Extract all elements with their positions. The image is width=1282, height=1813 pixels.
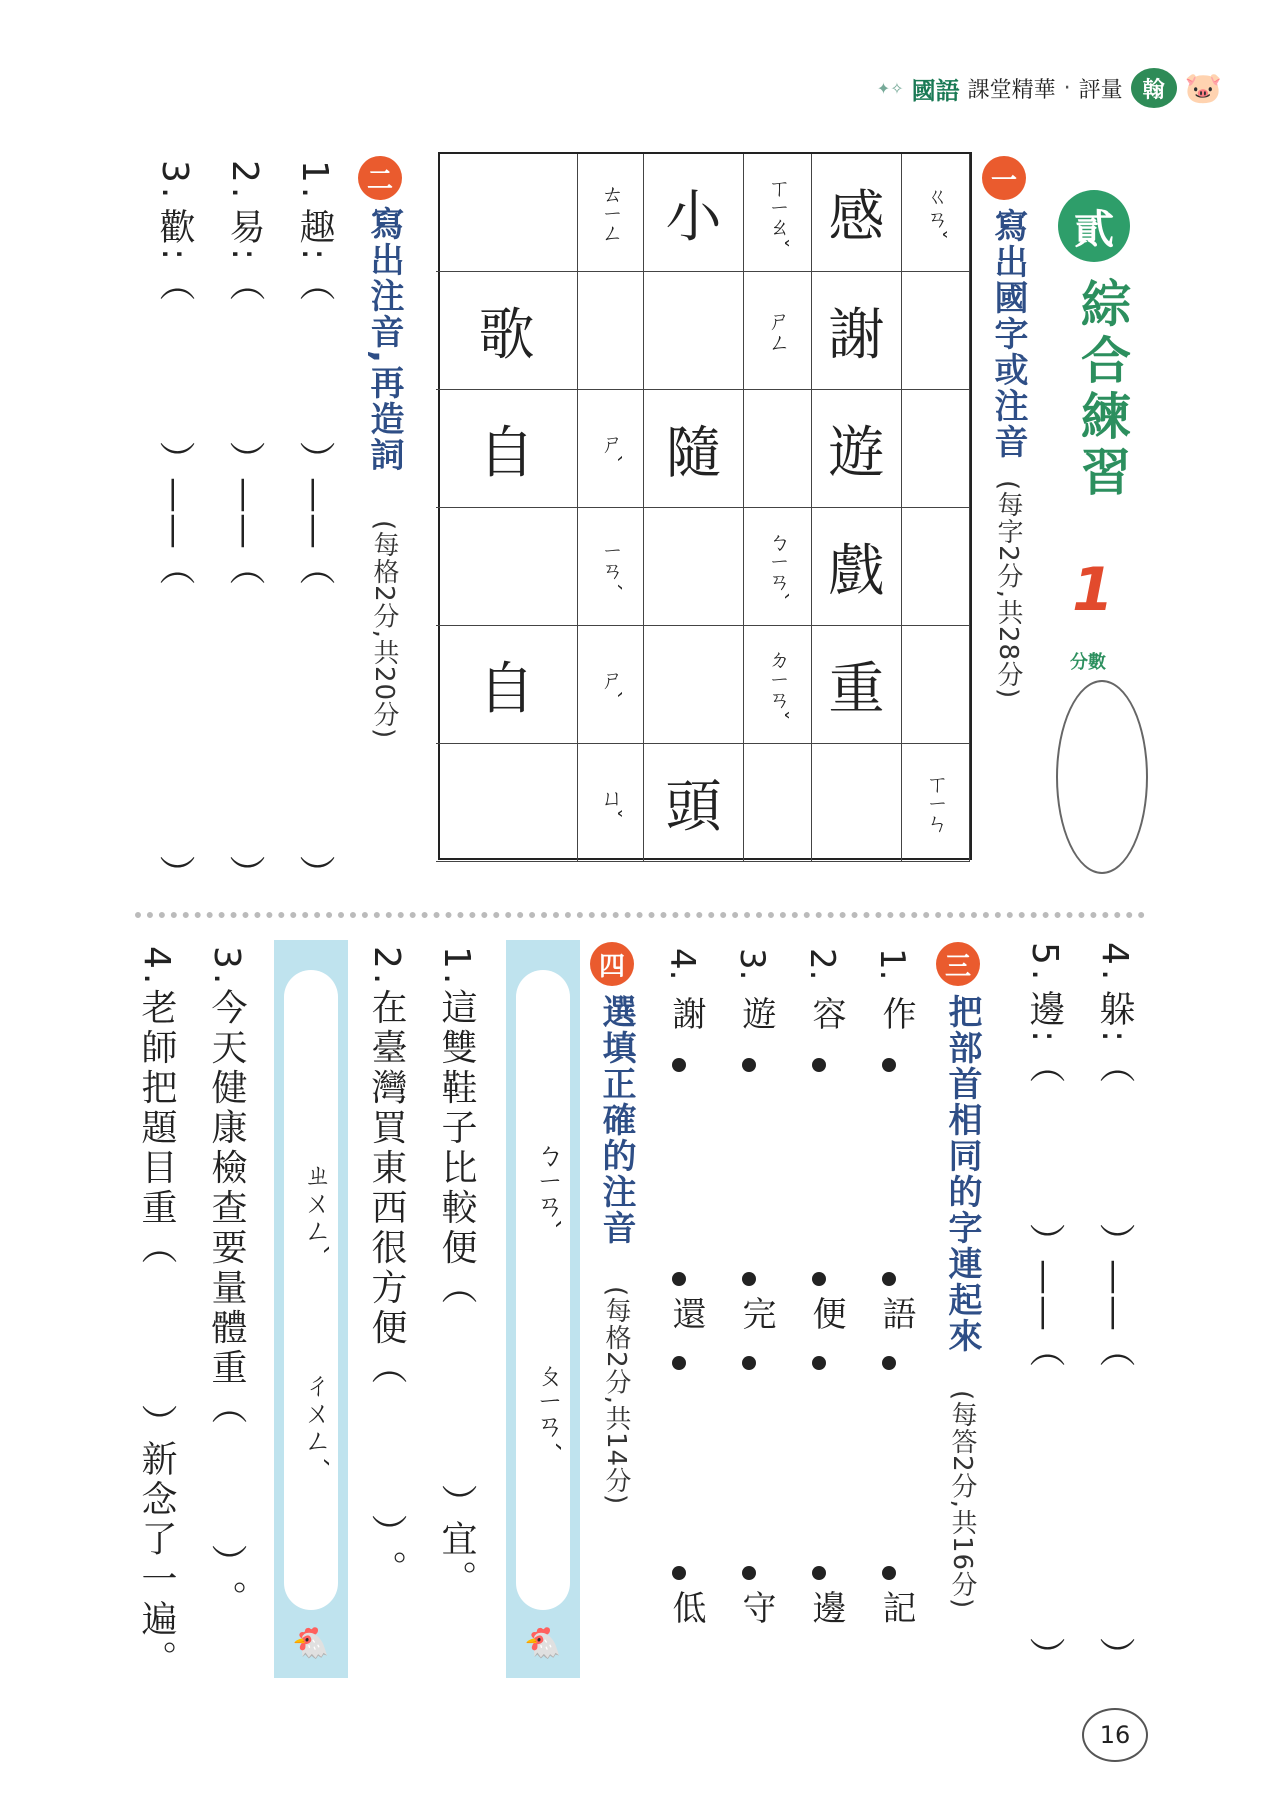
character-cell[interactable]: 感 — [812, 154, 902, 272]
dash: —— — [1024, 1258, 1065, 1331]
question-q3 — [206, 946, 247, 1621]
s3-mid-word: 語 — [876, 1296, 916, 1330]
question-tail: 新念了一遍。 — [136, 1440, 177, 1681]
connect-dot[interactable] — [812, 1272, 826, 1286]
answer-blank-close[interactable]: ︶ — [136, 1404, 177, 1441]
option-card-2 — [274, 940, 348, 1678]
answer-blank-open[interactable]: ︵ — [206, 1388, 247, 1425]
item-label: 5. — [1024, 942, 1065, 985]
item-char: 歡 — [154, 208, 195, 249]
zhuyin-cell[interactable]: ㄉㄧㄢˇ — [744, 626, 812, 744]
character-cell[interactable]: 重 — [812, 626, 902, 744]
zhuyin-cell[interactable]: ㄅㄧㄢˋ — [744, 508, 812, 626]
title-text: 綜合練習 — [1073, 278, 1131, 502]
s3-bot-word: 守 — [736, 1590, 776, 1624]
zhuyin-blank-close[interactable]: ︶ — [1024, 1222, 1065, 1259]
answer-blank[interactable] — [138, 1264, 174, 1404]
character-cell[interactable]: 自 — [436, 390, 578, 508]
word-item-4 — [1094, 942, 1135, 1673]
word-blank-close[interactable]: ︶ — [1024, 1636, 1065, 1673]
section2-title: 寫出注音,再造詞 — [364, 206, 404, 473]
zhuyin-blank-open[interactable]: ︵ — [224, 264, 265, 301]
character-cell[interactable] — [436, 508, 578, 626]
word-blank-open[interactable]: ︵ — [224, 548, 265, 585]
item-colon: : — [1094, 1030, 1135, 1047]
character-cell[interactable] — [436, 744, 578, 862]
word-item-3 — [154, 160, 195, 891]
zhuyin-blank-open[interactable]: ︵ — [1094, 1046, 1135, 1083]
answer-blank[interactable] — [438, 1304, 474, 1484]
character-cell[interactable]: 戲 — [812, 508, 902, 626]
connect-dot[interactable] — [742, 1058, 756, 1072]
section2-score: (每格2分,共20分) — [369, 520, 399, 740]
question-tail: 。 — [206, 1580, 247, 1621]
publisher-badge: 翰 — [1131, 68, 1177, 108]
zhuyin-cell[interactable] — [744, 390, 812, 508]
zhuyin-blank[interactable] — [1096, 1083, 1132, 1223]
s3-mid-word: 還 — [666, 1296, 706, 1330]
word-blank-close[interactable]: ︶ — [1094, 1636, 1135, 1673]
character-cell[interactable]: 小 — [644, 154, 744, 272]
section3-score: (每答2分,共16分) — [947, 1390, 977, 1610]
subject-label: 國語 — [911, 76, 960, 105]
word-blank-open[interactable]: ︵ — [154, 548, 195, 585]
star-icon: ✦✧ — [876, 78, 904, 98]
zhuyin-blank-open[interactable]: ︵ — [1024, 1046, 1065, 1083]
zhuyin-blank-open[interactable]: ︵ — [154, 264, 195, 301]
s3-bot-word: 低 — [666, 1590, 706, 1624]
word-item-5 — [1024, 942, 1065, 1673]
option-chong[interactable]: ㄔㄨㄥˊ — [300, 1370, 333, 1468]
zhuyin-blank[interactable] — [156, 301, 192, 441]
item-colon: : — [1024, 1030, 1065, 1047]
connect-dot[interactable] — [882, 1058, 896, 1072]
s3-label: 3. — [732, 948, 772, 981]
zhuyin-cell[interactable]: ㄒㄧㄠˇ — [744, 154, 812, 272]
connect-dot[interactable] — [882, 1356, 896, 1370]
word-blank-close[interactable]: ︶ — [154, 854, 195, 891]
chick-icon: 🐔 — [524, 1626, 562, 1661]
item-char: 躲 — [1094, 990, 1135, 1031]
zhuyin-blank-open[interactable]: ︵ — [294, 264, 335, 301]
section4-title: 選填正確的注音 — [596, 994, 636, 1246]
connect-dot[interactable] — [882, 1566, 896, 1580]
word-item-1 — [294, 160, 335, 891]
zhuyin-cell[interactable] — [744, 744, 812, 862]
item-char: 邊 — [1024, 990, 1065, 1031]
connect-dot[interactable] — [742, 1356, 756, 1370]
word-blank-close[interactable]: ︶ — [294, 854, 335, 891]
question-tail: 。 — [366, 1550, 407, 1591]
option-card-1 — [506, 940, 580, 1678]
zhuyin-cell[interactable] — [902, 626, 970, 744]
s3-mid-word: 完 — [736, 1296, 776, 1330]
zhuyin-cell[interactable] — [578, 272, 644, 390]
word-blank[interactable] — [1096, 1367, 1132, 1637]
zhuyin-cell[interactable] — [902, 390, 970, 508]
title-number: 貳 — [1058, 190, 1130, 262]
connect-dot[interactable] — [812, 1356, 826, 1370]
character-cell[interactable]: 頭 — [644, 744, 744, 862]
dash: —— — [294, 476, 335, 549]
s3-label: 4. — [662, 948, 702, 981]
answer-blank-open[interactable]: ︵ — [366, 1348, 407, 1385]
page-number: 16 — [1082, 1708, 1148, 1762]
character-cell[interactable] — [644, 626, 744, 744]
chick-icon: 🐔 — [292, 1626, 330, 1661]
dash: —— — [224, 476, 265, 549]
answer-blank-open[interactable]: ︵ — [436, 1268, 477, 1305]
dash: —— — [154, 476, 195, 549]
answer-blank-close[interactable]: ︶ — [436, 1484, 477, 1521]
item-char: 趣 — [294, 208, 335, 249]
connect-dot[interactable] — [672, 1272, 686, 1286]
character-cell[interactable] — [644, 508, 744, 626]
question-text: 3.今天健康檢查要量體重 — [206, 946, 247, 1389]
item-colon: : — [224, 248, 265, 265]
s3-label: 2. — [802, 948, 842, 981]
question-q4 — [136, 946, 177, 1681]
zhuyin-cell[interactable]: ㄧㄢˊ — [578, 508, 644, 626]
type-label: 評量 — [1078, 77, 1123, 103]
s3-bot-word: 邊 — [806, 1590, 846, 1624]
word-blank[interactable] — [156, 585, 192, 855]
answer-blank-close[interactable]: ︶ — [366, 1514, 407, 1551]
item-colon: : — [294, 248, 335, 265]
connect-dot[interactable] — [742, 1566, 756, 1580]
header-separator: · — [1063, 75, 1071, 101]
answer-blank[interactable] — [208, 1424, 244, 1544]
section3-number: 三 — [936, 942, 980, 986]
question-text: 2.在臺灣買東西很方便 — [366, 946, 407, 1349]
character-cell[interactable]: 謝 — [812, 272, 902, 390]
word-blank-open[interactable]: ︵ — [1094, 1330, 1135, 1367]
connect-dot[interactable] — [812, 1566, 826, 1580]
page-header — [877, 68, 1222, 108]
connect-dot[interactable] — [882, 1272, 896, 1286]
section1-title: 寫出國字或注音 — [988, 208, 1028, 460]
s3-bot-word: 記 — [876, 1590, 916, 1624]
character-cell[interactable] — [644, 272, 744, 390]
connect-dot[interactable] — [742, 1272, 756, 1286]
zhuyin-blank-close[interactable]: ︶ — [154, 440, 195, 477]
section1-score: (每字2分,共28分) — [993, 480, 1023, 700]
zhuyin-cell[interactable]: ㄍㄢˇ — [902, 154, 970, 272]
question-tail: 宜。 — [436, 1520, 477, 1601]
answer-blank-open[interactable]: ︵ — [136, 1228, 177, 1265]
s3-top-word: 作 — [876, 996, 916, 1030]
zhuyin-blank-close[interactable]: ︶ — [224, 440, 265, 477]
answer-blank[interactable] — [368, 1384, 404, 1514]
option-zhong[interactable]: ㄓㄨㄥˋ — [300, 1160, 333, 1258]
title-balloon — [1056, 160, 1146, 625]
s3-mid-word: 便 — [806, 1296, 846, 1330]
section4-number: 四 — [590, 942, 634, 986]
item-label: 1. — [294, 160, 335, 203]
answer-blank-close[interactable]: ︶ — [206, 1544, 247, 1581]
option-pian[interactable]: ㄆㄧㄢˊ — [532, 1360, 565, 1453]
word-blank[interactable] — [296, 585, 332, 855]
zhuyin-cell[interactable]: ㄕˋ — [578, 626, 644, 744]
section4-score: (每格2分,共14分) — [601, 1286, 631, 1506]
section2-number: 二 — [358, 156, 402, 200]
section1-number: 一 — [982, 156, 1026, 200]
item-label: 2. — [224, 160, 265, 203]
option-bian[interactable]: ㄅㄧㄢˋ — [532, 1140, 565, 1233]
zhuyin-cell[interactable]: ㄕㄥ — [744, 272, 812, 390]
character-cell[interactable] — [812, 744, 902, 862]
pig-icon: 🐷 — [1184, 70, 1222, 106]
character-cell[interactable] — [436, 154, 578, 272]
score-box[interactable] — [1056, 680, 1148, 874]
zhuyin-cell[interactable]: ㄊㄧㄥ — [578, 154, 644, 272]
zhuyin-blank-close[interactable]: ︶ — [294, 440, 335, 477]
word-blank-open[interactable]: ︵ — [294, 548, 335, 585]
question-q1 — [436, 946, 477, 1601]
item-colon: : — [154, 248, 195, 265]
s3-label: 1. — [872, 948, 912, 981]
lesson-number: 1 — [1072, 555, 1114, 625]
section-divider — [135, 912, 1145, 918]
zhuyin-blank[interactable] — [1026, 1083, 1062, 1223]
answer-grid — [438, 152, 972, 860]
word-item-2 — [224, 160, 265, 891]
section3-title: 把部首相同的字連起來 — [942, 994, 982, 1354]
character-cell[interactable]: 遊 — [812, 390, 902, 508]
connect-dot[interactable] — [672, 1566, 686, 1580]
word-blank-close[interactable]: ︶ — [224, 854, 265, 891]
book-label: 課堂精華 — [967, 77, 1056, 103]
zhuyin-cell[interactable]: ㄕˋ — [578, 390, 644, 508]
word-blank-open[interactable]: ︵ — [1024, 1330, 1065, 1367]
question-q2 — [366, 946, 407, 1591]
item-label: 3. — [154, 160, 195, 203]
character-cell[interactable]: 隨 — [644, 390, 744, 508]
zhuyin-blank-close[interactable]: ︶ — [1094, 1222, 1135, 1259]
item-char: 易 — [224, 208, 265, 249]
zhuyin-blank[interactable] — [296, 301, 332, 441]
question-text: 4.老師把題目重 — [136, 946, 177, 1229]
connect-dot[interactable] — [812, 1058, 826, 1072]
zhuyin-cell[interactable]: ㄒㄧㄣ — [902, 744, 970, 862]
connect-dot[interactable] — [672, 1058, 686, 1072]
dash: —— — [1094, 1258, 1135, 1331]
character-cell[interactable]: 歌 — [436, 272, 578, 390]
zhuyin-cell[interactable] — [902, 272, 970, 390]
score-label: 分數 — [1070, 652, 1106, 673]
zhuyin-blank[interactable] — [226, 301, 262, 441]
zhuyin-cell[interactable] — [902, 508, 970, 626]
character-cell[interactable]: 自 — [436, 626, 578, 744]
word-blank[interactable] — [226, 585, 262, 855]
zhuyin-cell[interactable]: ㄩˇ — [578, 744, 644, 862]
s3-top-word: 謝 — [666, 996, 706, 1030]
connect-dot[interactable] — [672, 1356, 686, 1370]
s3-top-word: 容 — [806, 996, 846, 1030]
word-blank[interactable] — [1026, 1367, 1062, 1637]
s3-top-word: 遊 — [736, 996, 776, 1030]
question-text: 1.這雙鞋子比較便 — [436, 946, 477, 1269]
item-label: 4. — [1094, 942, 1135, 985]
